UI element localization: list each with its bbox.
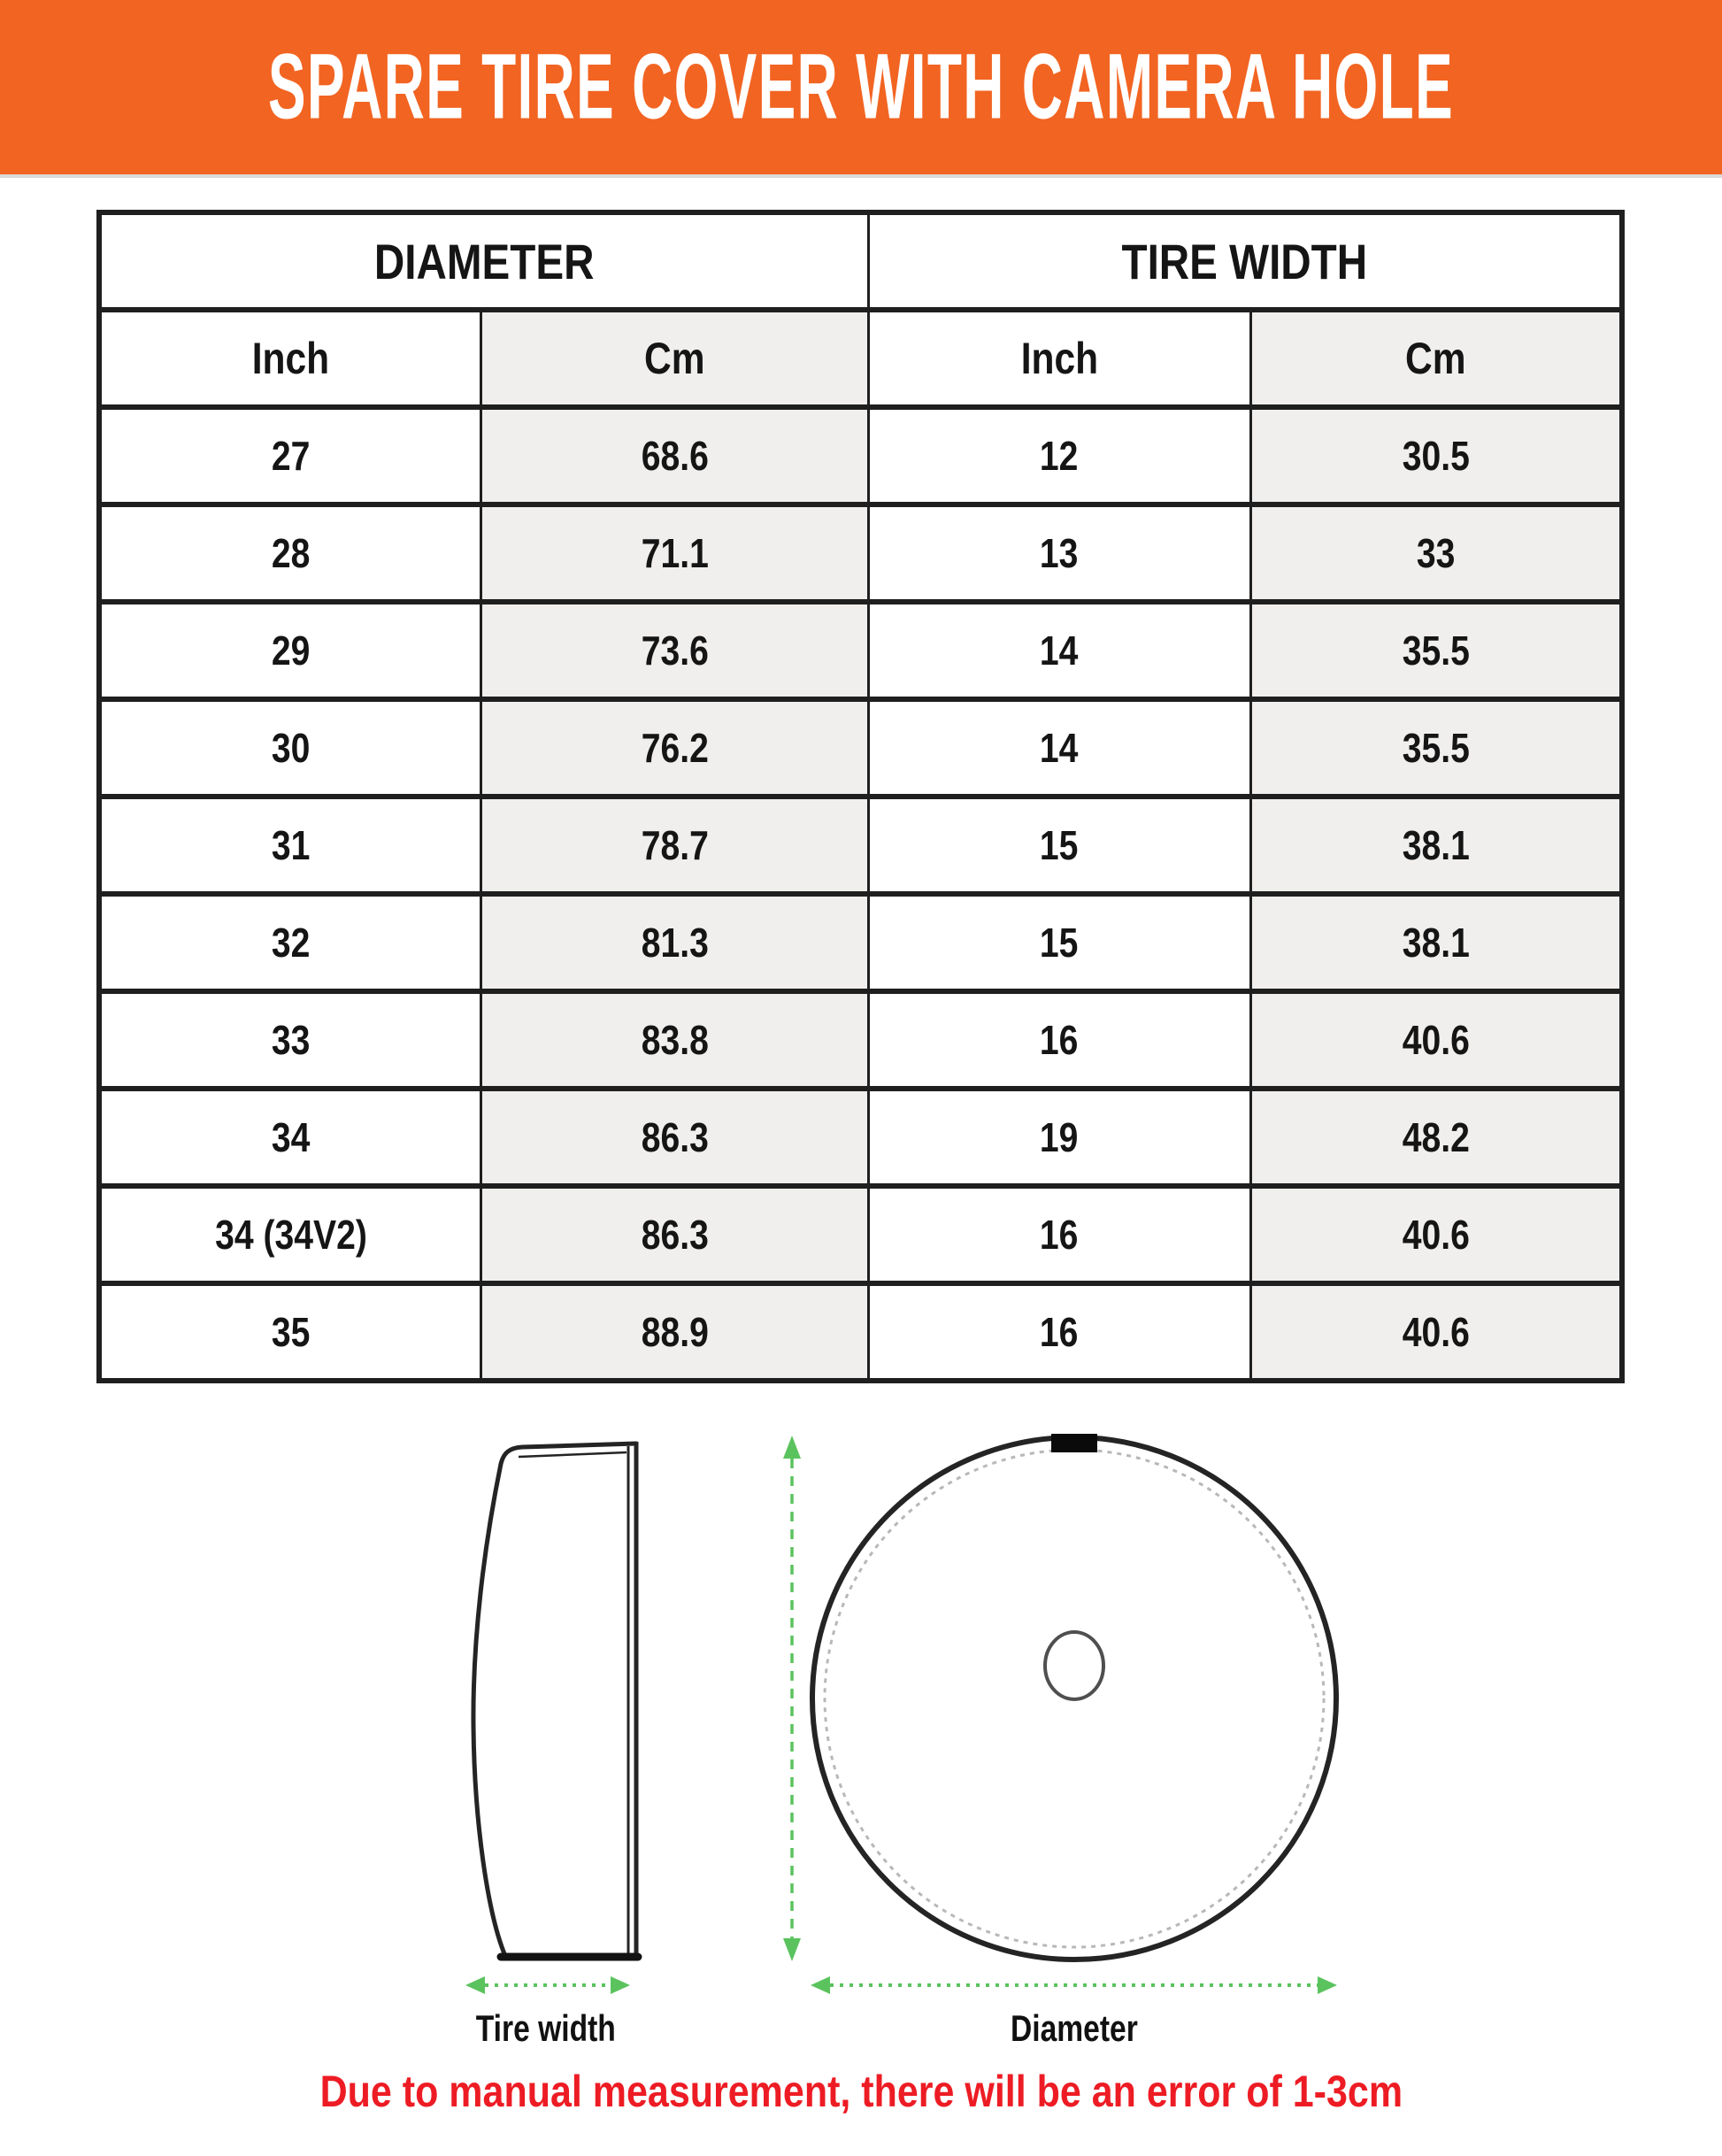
- table-cell: 30.5: [1250, 407, 1622, 504]
- table-cell: 35: [99, 1283, 481, 1381]
- column-header-inch-width: Inch: [868, 310, 1250, 407]
- table-cell: 88.9: [481, 1283, 868, 1381]
- table-cell: 14: [868, 602, 1250, 699]
- table-cell: 28: [99, 504, 481, 602]
- tire-side-view: [473, 1442, 638, 1958]
- diameter-group-header: [99, 212, 868, 310]
- tire-width-group-label: TIRE WIDTH: [1121, 233, 1368, 289]
- table-cell: 16: [868, 1186, 1250, 1283]
- banner-divider: [0, 174, 1722, 178]
- column-header-cm-width: Cm: [1250, 310, 1622, 407]
- table-row: [99, 504, 1622, 602]
- arrow-up-icon: [783, 1436, 801, 1459]
- table-row: [99, 1283, 1622, 1381]
- arrow-left-icon: [465, 1976, 485, 1994]
- table-cell: 86.3: [481, 1186, 868, 1283]
- tire-side-top-inner-line: [519, 1452, 627, 1457]
- group-header-row: [99, 212, 1622, 310]
- table-cell: 71.1: [481, 504, 868, 602]
- table-cell: 38.1: [1250, 894, 1622, 991]
- table-cell: 13: [868, 504, 1250, 602]
- diagram-canvas: [0, 1398, 1722, 2036]
- diameter-vertical-arrow: [783, 1436, 801, 1961]
- table-cell: 30: [99, 699, 481, 797]
- table-row: [99, 1089, 1622, 1186]
- measurement-disclaimer: Due to manual measurement, there will be an error of 1-3cm: [319, 2067, 1403, 2116]
- arrow-right-icon: [1318, 1976, 1337, 1994]
- table-cell: 12: [868, 407, 1250, 504]
- table-row: [99, 602, 1622, 699]
- table-row: [99, 407, 1622, 504]
- diameter-arrow: [811, 1976, 1337, 1994]
- table-cell: 19: [868, 1089, 1250, 1186]
- header-banner: [0, 0, 1722, 174]
- arrow-left-icon: [811, 1976, 830, 1994]
- column-header-cm-diameter: Cm: [481, 310, 868, 407]
- table-cell: 35.5: [1250, 602, 1622, 699]
- table-cell: 40.6: [1250, 1186, 1622, 1283]
- table-cell: 33: [99, 991, 481, 1089]
- camera-hole: [1045, 1632, 1103, 1699]
- table-cell: 34 (34V2): [99, 1186, 481, 1283]
- table-row: [99, 991, 1622, 1089]
- tire-front-view: [812, 1434, 1336, 1960]
- column-header-row: [99, 310, 1622, 407]
- table-cell: 38.1: [1250, 797, 1622, 894]
- tire-width-arrow: [465, 1976, 630, 1994]
- table-cell: 78.7: [481, 797, 868, 894]
- tire-width-label: Tire width: [475, 2007, 617, 2049]
- table-cell: 86.3: [481, 1089, 868, 1186]
- table-row: [99, 894, 1622, 991]
- tire-width-group-header: [868, 212, 1622, 310]
- table-cell: 14: [868, 699, 1250, 797]
- table-cell: 32: [99, 894, 481, 991]
- table-cell: 29: [99, 602, 481, 699]
- diameter-group-label: DIAMETER: [373, 233, 595, 289]
- table-cell: 48.2: [1250, 1089, 1622, 1186]
- tire-side-outline: [473, 1444, 636, 1956]
- table-row: [99, 699, 1622, 797]
- page-title: SPARE TIRE COVER WITH CAMERA HOLE: [267, 35, 1455, 139]
- table-cell: 31: [99, 797, 481, 894]
- arrow-right-icon: [611, 1976, 630, 1994]
- table-cell: 68.6: [481, 407, 868, 504]
- table-cell: 33: [1250, 504, 1622, 602]
- table-cell: 34: [99, 1089, 481, 1186]
- column-header-inch-diameter: Inch: [99, 310, 481, 407]
- table-cell: 40.6: [1250, 1283, 1622, 1381]
- table-cell: 16: [868, 991, 1250, 1089]
- table-cell: 76.2: [481, 699, 868, 797]
- table-cell: 16: [868, 1283, 1250, 1381]
- table-cell: 15: [868, 894, 1250, 991]
- size-table-body: [99, 407, 1622, 1381]
- table-row: [99, 797, 1622, 894]
- table-cell: 27: [99, 407, 481, 504]
- table-cell: 40.6: [1250, 991, 1622, 1089]
- table-cell: 83.8: [481, 991, 868, 1089]
- diameter-label: Diameter: [1011, 2007, 1138, 2049]
- top-marker: [1051, 1434, 1097, 1452]
- table-cell: 81.3: [481, 894, 868, 991]
- table-cell: 73.6: [481, 602, 868, 699]
- arrow-down-icon: [783, 1938, 801, 1961]
- table-cell: 15: [868, 797, 1250, 894]
- table-row: [99, 1186, 1622, 1283]
- table-cell: 35.5: [1250, 699, 1622, 797]
- size-table: [96, 210, 1625, 1383]
